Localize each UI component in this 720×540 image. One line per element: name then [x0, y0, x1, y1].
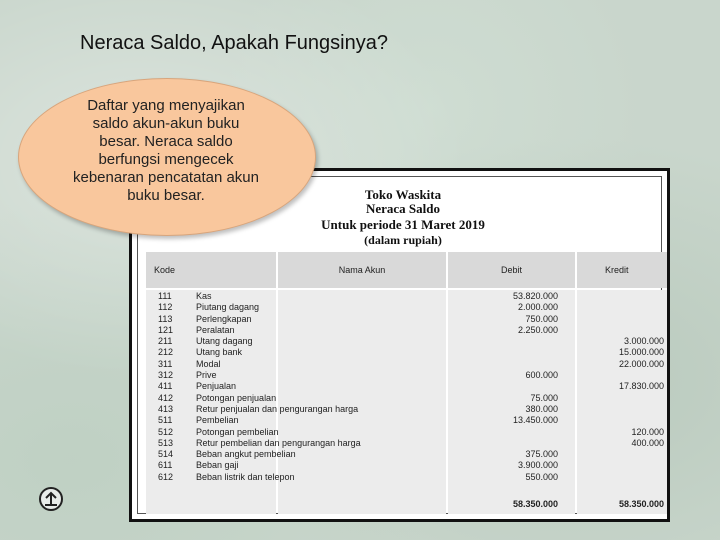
account-name: Peralatan: [196, 324, 235, 335]
credit-value: 120.000: [631, 426, 664, 437]
column-header-code: Kode: [146, 252, 276, 288]
account-code: 513: [158, 437, 174, 448]
account-name: Beban listrik dan telepon: [196, 471, 295, 482]
account-name: Utang dagang: [196, 336, 253, 347]
account-code: 111: [158, 291, 172, 301]
report-title: Neraca Saldo: [365, 201, 441, 216]
account-name: Beban angkut pembelian: [196, 449, 296, 460]
debit-value: 53.820.000: [512, 291, 558, 301]
table-row: [138, 347, 664, 358]
credit-value: 22.000.000: [618, 358, 664, 369]
table-rows: [138, 291, 664, 483]
table-row: [138, 336, 664, 347]
table-row: [138, 460, 661, 471]
account-code: 211: [158, 336, 173, 347]
account-name: Retur pembelian dan pengurangan harga: [196, 437, 361, 448]
table-row: [138, 358, 664, 370]
account-name: Pembelian: [196, 415, 239, 426]
account-code: 212: [158, 347, 174, 358]
account-code: 412: [158, 392, 174, 403]
table-row: [138, 472, 661, 483]
account-code: 413: [158, 403, 174, 414]
total-credit: 58.350.000: [618, 499, 664, 509]
debit-value: 75.000: [530, 392, 558, 403]
account-name: Potongan pembelian: [196, 426, 279, 437]
credit-value: 3.000.000: [623, 336, 664, 347]
table-row: [138, 381, 664, 392]
account-name: Penjualan: [196, 381, 237, 392]
account-name: Kas: [196, 291, 212, 301]
column-header-credit: Kredit: [577, 252, 667, 288]
table-row: [138, 291, 661, 302]
return-up-icon: [41, 489, 61, 509]
account-name: Perlengkapan: [196, 313, 252, 324]
table-row: [138, 370, 661, 381]
account-name: Modal: [196, 358, 221, 369]
table-row: [138, 437, 664, 449]
account-code: 612: [158, 471, 174, 482]
table-row: [138, 404, 661, 415]
account-code: 113: [158, 313, 173, 324]
table-row: [138, 325, 661, 336]
account-code: 611: [158, 460, 173, 471]
table-row: [138, 393, 661, 404]
account-code: 121: [158, 324, 174, 335]
debit-value: 13.450.000: [512, 415, 558, 426]
account-code: 512: [158, 426, 174, 437]
debit-value: 600.000: [525, 370, 558, 381]
table-row: [138, 449, 661, 460]
report-period: Untuk periode 31 Maret 2019: [321, 217, 485, 232]
account-code: 312: [158, 370, 174, 381]
total-debit: 58.350.000: [512, 499, 558, 509]
table-row: [138, 426, 664, 438]
credit-value: 400.000: [631, 437, 664, 448]
credit-value: 17.830.000: [618, 381, 664, 392]
credit-value: 15.000.000: [618, 347, 664, 358]
debit-value: 550.000: [525, 471, 558, 482]
return-up-button[interactable]: [39, 487, 63, 511]
table-row: [138, 415, 661, 426]
debit-value: 750.000: [525, 313, 558, 324]
debit-value: 375.000: [525, 449, 558, 460]
account-name: Prive: [196, 370, 217, 381]
account-code: 411: [158, 381, 173, 392]
slide-title: Neraca Saldo, Apakah Fungsinya?: [80, 32, 388, 54]
column-header-debit: Debit: [448, 252, 575, 288]
account-code: 311: [158, 358, 173, 369]
debit-value: 3.900.000: [517, 460, 558, 471]
column-header-account: Nama Akun: [278, 252, 446, 288]
account-code: 112: [158, 302, 173, 313]
account-name: Beban gaji: [196, 460, 239, 471]
debit-value: 2.000.000: [517, 302, 558, 313]
table-row: [138, 302, 661, 313]
account-name: Piutang dagang: [196, 302, 260, 313]
account-code: 511: [158, 415, 173, 426]
account-code: 514: [158, 449, 174, 460]
total-row: [138, 499, 664, 513]
callout-text: Daftar yang menyajikan saldo akun-akun buku besar. Neraca saldo berfungsi mengecek kebenaran pencatatan akun buku besar.: [73, 97, 259, 204]
debit-value: 2.250.000: [517, 324, 558, 335]
debit-value: 380.000: [525, 403, 558, 414]
company-name: Toko Waskita: [364, 187, 442, 202]
account-name: Retur penjualan dan pengurangan harga: [196, 403, 359, 414]
report-unit: (dalam rupiah): [364, 233, 442, 247]
account-name: Utang bank: [196, 347, 243, 358]
account-name: Potongan penjualan: [196, 392, 277, 403]
table-row: [138, 314, 661, 325]
